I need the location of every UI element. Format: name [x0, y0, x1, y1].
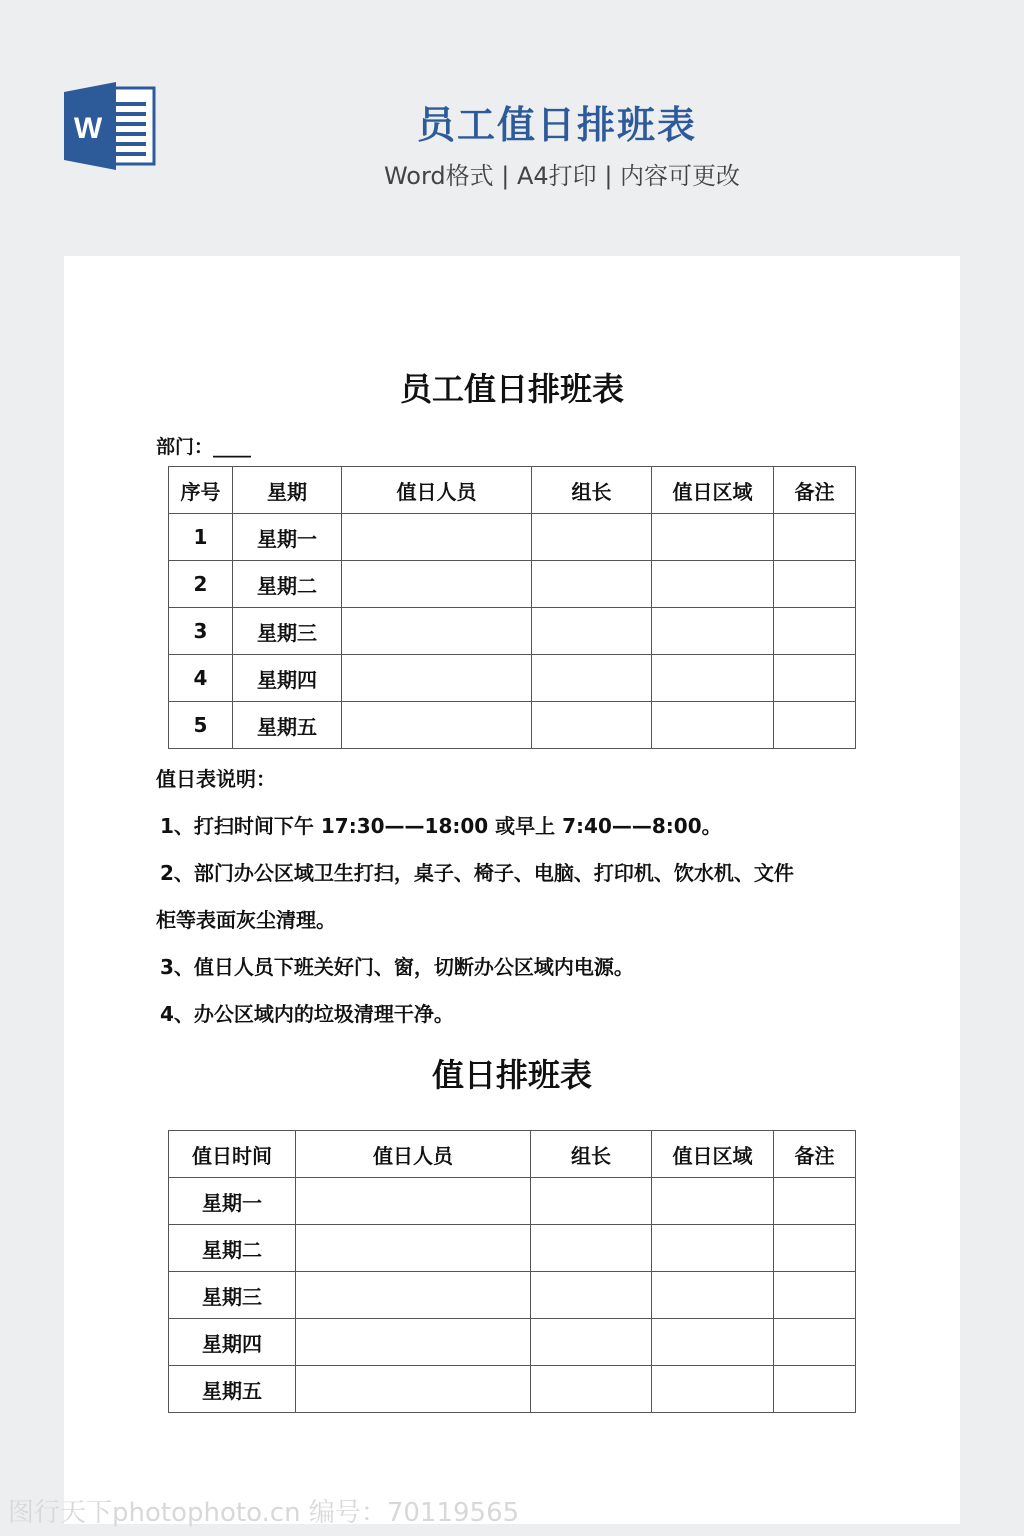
table-row: [169, 702, 856, 749]
schedule-title: 值日排班表: [431, 1056, 592, 1094]
table-cell: 星期五: [233, 702, 342, 749]
table-cell[interactable]: [296, 1178, 531, 1225]
table-header-row: [169, 467, 856, 514]
table-cell: 4: [169, 655, 233, 702]
table-cell[interactable]: [342, 514, 532, 561]
table-cell[interactable]: [296, 1319, 531, 1366]
table-cell: 1: [169, 514, 233, 561]
schedule-table: [168, 1130, 856, 1413]
notes-title: 值日表说明：: [156, 767, 276, 791]
table-cell[interactable]: [652, 1225, 774, 1272]
table-cell[interactable]: [652, 514, 774, 561]
table-cell[interactable]: [296, 1225, 531, 1272]
table-row: [169, 608, 856, 655]
table-cell: 星期五: [169, 1366, 296, 1413]
table-row: [169, 1366, 856, 1413]
notes-section: [156, 764, 794, 1046]
table-cell[interactable]: [774, 655, 856, 702]
table-cell[interactable]: [296, 1272, 531, 1319]
banner-title: 员工值日排班表: [416, 103, 697, 147]
note-item: 1、打扫时间下午 17:30——18:00 或早上 7:40——8:00。: [160, 814, 722, 838]
table-row: [169, 1178, 856, 1225]
column-header: 值日区域: [652, 467, 774, 514]
table-row: [169, 1272, 856, 1319]
table-cell: 星期四: [169, 1319, 296, 1366]
table-row: [169, 655, 856, 702]
note-item: 4、办公区域内的垃圾清理干净。: [160, 1002, 454, 1026]
table-cell[interactable]: [532, 702, 652, 749]
table-cell[interactable]: [774, 1366, 856, 1413]
banner: [0, 0, 1024, 240]
note-item: 2、部门办公区域卫生打扫，桌子、椅子、电脑、打印机、饮水机、文件: [160, 861, 794, 885]
table-cell[interactable]: [774, 1319, 856, 1366]
table-cell[interactable]: [652, 1178, 774, 1225]
table-cell[interactable]: [774, 702, 856, 749]
table-cell[interactable]: [652, 1272, 774, 1319]
department-field: 部门：____: [156, 436, 252, 458]
table-cell: 星期三: [233, 608, 342, 655]
document-page: [64, 256, 960, 1524]
column-header: 组长: [531, 1131, 652, 1178]
table-cell: 星期二: [233, 561, 342, 608]
table-row: [169, 514, 856, 561]
column-header: 序号: [169, 467, 233, 514]
table-row: [169, 561, 856, 608]
table-cell[interactable]: [531, 1272, 652, 1319]
table-cell[interactable]: [342, 561, 532, 608]
table-cell[interactable]: [774, 1272, 856, 1319]
table-cell[interactable]: [774, 1225, 856, 1272]
table-cell[interactable]: [774, 514, 856, 561]
table-row: [169, 1225, 856, 1272]
table-cell[interactable]: [652, 1319, 774, 1366]
table-cell[interactable]: [774, 561, 856, 608]
table-cell[interactable]: [652, 1366, 774, 1413]
table-cell[interactable]: [532, 655, 652, 702]
table-cell[interactable]: [774, 1178, 856, 1225]
table-cell: 星期一: [233, 514, 342, 561]
column-header: 值日人员: [296, 1131, 531, 1178]
table-cell[interactable]: [652, 702, 774, 749]
table-cell: 5: [169, 702, 233, 749]
column-header: 备注: [774, 1131, 856, 1178]
table-cell[interactable]: [531, 1319, 652, 1366]
table-cell[interactable]: [531, 1366, 652, 1413]
table-cell: 星期三: [169, 1272, 296, 1319]
column-header: 组长: [532, 467, 652, 514]
table-header-row: [169, 1131, 856, 1178]
table-cell[interactable]: [342, 655, 532, 702]
watermark: 图行天下photophoto.cn 编号：70119565: [8, 1498, 520, 1528]
table-cell[interactable]: [532, 608, 652, 655]
table-cell[interactable]: [342, 702, 532, 749]
column-header: 星期: [233, 467, 342, 514]
table-cell[interactable]: [652, 608, 774, 655]
banner-subtitle: Word格式 | A4打印 | 内容可更改: [383, 162, 741, 190]
table-cell[interactable]: [531, 1225, 652, 1272]
note-item: 柜等表面灰尘清理。: [156, 908, 336, 932]
table-row: [169, 1319, 856, 1366]
table-cell[interactable]: [532, 561, 652, 608]
word-logo-letter: W: [73, 112, 103, 145]
table-cell: 星期一: [169, 1178, 296, 1225]
column-header: 值日区域: [652, 1131, 774, 1178]
column-header: 值日人员: [342, 467, 532, 514]
table-cell: 星期四: [233, 655, 342, 702]
document-title: 员工值日排班表: [399, 370, 624, 408]
column-header: 备注: [774, 467, 856, 514]
note-item: 3、值日人员下班关好门、窗，切断办公区域内电源。: [160, 955, 634, 979]
table-cell: 2: [169, 561, 233, 608]
table-cell[interactable]: [342, 608, 532, 655]
table-cell[interactable]: [774, 608, 856, 655]
table-cell[interactable]: [296, 1366, 531, 1413]
table-cell[interactable]: [531, 1178, 652, 1225]
table-cell[interactable]: [532, 514, 652, 561]
column-header: 值日时间: [169, 1131, 296, 1178]
table-cell: 3: [169, 608, 233, 655]
duty-table: [168, 466, 856, 749]
table-cell[interactable]: [652, 655, 774, 702]
table-cell: 星期二: [169, 1225, 296, 1272]
table-cell[interactable]: [652, 561, 774, 608]
